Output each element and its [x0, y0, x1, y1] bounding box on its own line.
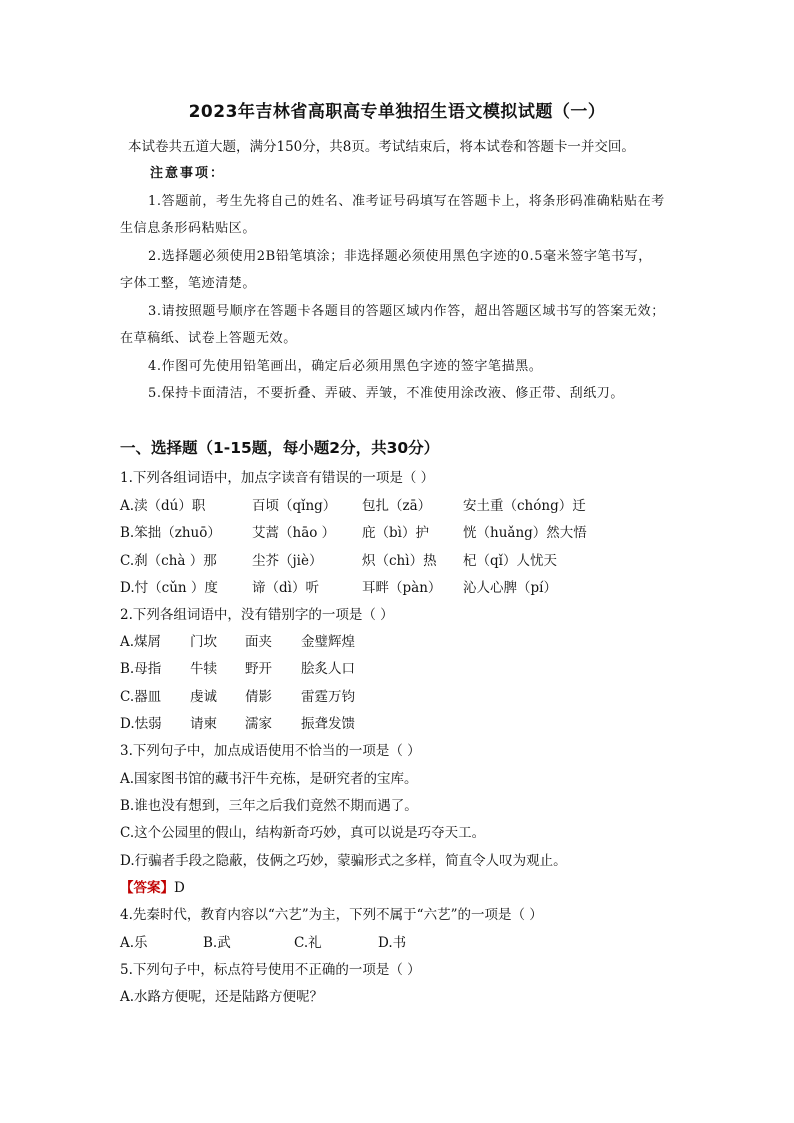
option-cell: B.母指: [120, 661, 162, 677]
answer-value: D: [174, 880, 185, 896]
notice-item-4: [120, 355, 695, 374]
option-cell: 金璧辉煌: [301, 634, 355, 650]
option-cell: A.渎（dú）职: [120, 498, 206, 514]
option-cell: 沁人心脾（pí）: [463, 580, 557, 596]
exam-intro: 本试卷共五道大题，满分150分，共8页。考试结束后，将本试卷和答题卡一并交回。: [128, 139, 635, 155]
option-cell: 倩影: [245, 689, 272, 705]
question-4-stem: 4.先秦时代，教育内容以“六艺”为主，下列不属于“六艺”的一项是（ ）: [120, 907, 543, 923]
option-cell: 庇（bì）护: [362, 525, 429, 541]
option-cell: 恍（huǎng）然大悟: [463, 525, 587, 541]
option-cell: 雷霆万钧: [301, 689, 355, 705]
option-cell: 百顷（qǐng）: [252, 498, 337, 514]
notice-item-4-line1: 4.作图可先使用铅笔画出，确定后必须用黑色字迹的签字笔描黑。: [148, 359, 543, 374]
option-cell: 艾蒿（hāo ）: [252, 525, 336, 541]
notice-item-3-line1: 3.请按照题号顺序在答题卡各题目的答题区域内作答，超出答题区域书写的答案无效；: [148, 304, 665, 319]
notice-heading: 注意事项：: [150, 166, 226, 181]
option-cell: 谛（dì）听: [252, 580, 319, 596]
option-cell: 牛犊: [190, 661, 217, 677]
notice-item-1-line2: 生信息条形码粘贴区。: [120, 221, 257, 236]
notice-item-3-line2: 在草稿纸、试卷上答题无效。: [120, 331, 297, 346]
option-cell: 杞（qǐ）人忧天: [463, 553, 557, 569]
notice-item-1-line1: 1.答题前，考生先将自己的姓名、准考证号码填写在答题卡上，将条形码准确粘贴在考: [148, 194, 665, 209]
option-cell: 濡家: [245, 716, 272, 732]
option-cell: 耳畔（pàn）: [362, 580, 442, 596]
option-cell: 脍炙人口: [301, 661, 355, 677]
option-cell: 面夹: [245, 634, 272, 650]
notice-item-3: [120, 300, 695, 346]
question-2-stem: 2.下列各组词语中，没有错别字的一项是（ ）: [120, 607, 394, 623]
page-title: 2023年吉林省高职高专单独招生语文模拟试题（一）: [188, 102, 606, 122]
option-cell: 安土重（chóng）迁: [463, 498, 586, 514]
option-cell: 振聋发馈: [301, 716, 355, 732]
option-cell: D.忖（cǔn ）度: [120, 580, 218, 596]
notice-item-2-line1: 2.选择题必须使用2B铅笔填涂；非选择题必须使用黑色字迹的0.5毫米签字笔书写，: [148, 249, 652, 264]
question-3-stem: 3.下列句子中，加点成语使用不恰当的一项是（ ）: [120, 743, 421, 759]
question-3-option-a: A.国家图书馆的藏书汗牛充栋，是研究者的宝库。: [120, 771, 418, 787]
option-cell: D.怯弱: [120, 716, 162, 732]
question-1-stem: 1.下列各组词语中，加点字读音有错误的一项是（ ）: [120, 470, 435, 486]
notice-item-1: [120, 190, 695, 236]
option-cell: 门坎: [190, 634, 217, 650]
question-3-answer: [120, 876, 185, 896]
question-3-option-c: C.这个公园里的假山，结构新奇巧妙，真可以说是巧夺天工。: [120, 825, 486, 841]
option-cell: C.刹（chà ）那: [120, 553, 217, 569]
question-4-option-a: A.乐: [120, 935, 148, 951]
notice-item-2-line2: 字体工整，笔迹清楚。: [120, 276, 257, 291]
option-cell: 炽（chì）热: [362, 553, 437, 569]
answer-label: 【答案】: [120, 880, 174, 896]
section-heading: 一、选择题（1-15题，每小题2分，共30分）: [120, 439, 440, 457]
option-cell: 野开: [245, 661, 272, 677]
option-cell: A.煤屑: [120, 634, 162, 650]
question-3-option-d: D.行骗者手段之隐蔽，伎俩之巧妙，蒙骗形式之多样，简直令人叹为观止。: [120, 853, 567, 869]
question-4-option-b: B.武: [203, 935, 231, 951]
question-4-option-c: C.礼: [294, 935, 322, 951]
option-cell: 尘芥（jiè）: [252, 553, 323, 569]
option-cell: 包扎（zā）: [362, 498, 432, 514]
question-4-option-d: D.书: [378, 935, 407, 951]
question-5-option-a: A.水路方便呢，还是陆路方便呢？: [120, 989, 324, 1005]
question-3-option-b: B.谁也没有想到，三年之后我们竟然不期而遇了。: [120, 798, 418, 814]
notice-item-2: [120, 245, 695, 291]
option-cell: 虔诚: [190, 689, 217, 705]
question-5-stem: 5.下列句子中，标点符号使用不正确的一项是（ ）: [120, 962, 421, 978]
option-cell: 请柬: [190, 716, 217, 732]
option-cell: C.器皿: [120, 689, 162, 705]
notice-item-5-line1: 5.保持卡面清洁，不要折叠、弄破、弄皱，不准使用涂改液、修正带、刮纸刀。: [148, 386, 625, 401]
option-cell: B.笨拙（zhuō）: [120, 525, 221, 541]
notice-item-5: [120, 382, 695, 401]
